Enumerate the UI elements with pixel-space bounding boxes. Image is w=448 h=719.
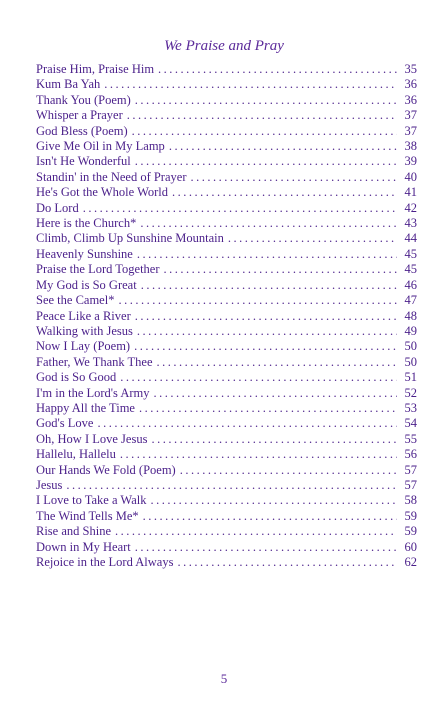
toc-entry-title: God is So Good [36, 370, 117, 385]
toc-entry-page: 45 [404, 246, 417, 261]
toc-entry-title: My God is So Great [36, 277, 137, 292]
toc-entry-page: 40 [404, 169, 417, 184]
toc-entry-title: Our Hands We Fold (Poem) [36, 462, 176, 477]
toc-entry-title: Father, We Thank Thee [36, 354, 153, 369]
toc-entry [36, 77, 417, 92]
toc-entry-page: 48 [404, 308, 417, 323]
table-of-contents [36, 62, 417, 570]
dot-leader [127, 108, 397, 123]
toc-entry [36, 355, 417, 370]
toc-entry-page: 59 [404, 524, 417, 539]
dot-leader [135, 309, 397, 324]
toc-entry [36, 416, 417, 431]
dot-leader [137, 247, 397, 262]
toc-entry-page: 58 [404, 493, 417, 508]
toc-entry-title: Thank You (Poem) [36, 92, 131, 107]
toc-entry [36, 62, 417, 77]
toc-entry-page: 44 [404, 231, 417, 246]
toc-entry-page: 50 [404, 354, 417, 369]
toc-entry [36, 478, 417, 493]
toc-entry-page: 57 [404, 477, 417, 492]
toc-entry [36, 170, 417, 185]
dot-leader [132, 124, 397, 139]
toc-entry [36, 201, 417, 216]
toc-entry [36, 555, 417, 570]
toc-entry [36, 93, 417, 108]
dot-leader [120, 447, 397, 462]
toc-entry [36, 231, 417, 246]
toc-entry-page: 42 [404, 200, 417, 215]
toc-entry-title: Do Lord [36, 200, 79, 215]
dot-leader [118, 293, 397, 308]
toc-entry-page: 47 [404, 293, 417, 308]
toc-entry-page: 39 [404, 154, 417, 169]
toc-entry-title: Climb, Climb Up Sunshine Mountain [36, 231, 224, 246]
toc-entry-title: Peace Like a River [36, 308, 131, 323]
dot-leader [83, 201, 397, 216]
toc-entry [36, 401, 417, 416]
toc-entry-page: 56 [404, 447, 417, 462]
toc-entry-page: 51 [404, 370, 417, 385]
toc-entry [36, 339, 417, 354]
dot-leader [157, 355, 397, 370]
toc-entry [36, 247, 417, 262]
toc-entry [36, 216, 417, 231]
toc-entry-page: 41 [404, 185, 417, 200]
toc-entry-title: Oh, How I Love Jesus [36, 431, 148, 446]
toc-entry-title: Happy All the Time [36, 400, 135, 415]
toc-entry-page: 54 [404, 416, 417, 431]
toc-entry-title: Down in My Heart [36, 539, 131, 554]
page-number: 5 [220, 671, 228, 686]
dot-leader [190, 170, 397, 185]
toc-entry-title: God's Love [36, 416, 94, 431]
toc-entry-page: 45 [404, 262, 417, 277]
toc-entry [36, 463, 417, 478]
dot-leader [172, 185, 397, 200]
toc-entry [36, 370, 417, 385]
toc-entry-page: 57 [404, 462, 417, 477]
dot-leader [104, 77, 397, 92]
toc-entry [36, 386, 417, 401]
toc-entry-title: I'm in the Lord's Army [36, 385, 150, 400]
toc-entry-title: He's Got the Whole World [36, 185, 169, 200]
toc-entry [36, 447, 417, 462]
toc-entry [36, 324, 417, 339]
toc-entry-title: Whisper a Prayer [36, 108, 123, 123]
toc-entry-page: 53 [404, 400, 417, 415]
toc-entry-title: Walking with Jesus [36, 323, 133, 338]
toc-entry-title: Hallelu, Hallelu [36, 447, 116, 462]
toc-entry-title: God Bless (Poem) [36, 123, 128, 138]
toc-entry-page: 43 [404, 216, 417, 231]
dot-leader [140, 216, 397, 231]
dot-leader [154, 386, 397, 401]
dot-leader [115, 524, 397, 539]
toc-entry-page: 60 [404, 539, 417, 554]
toc-entry [36, 293, 417, 308]
toc-entry [36, 154, 417, 169]
toc-entry [36, 540, 417, 555]
toc-entry-title: Now I Lay (Poem) [36, 339, 131, 354]
dot-leader [66, 478, 397, 493]
dot-leader [164, 262, 397, 277]
toc-entry-page: 38 [404, 139, 417, 154]
dot-leader [97, 416, 397, 431]
toc-entry [36, 124, 417, 139]
toc-entry [36, 432, 417, 447]
dot-leader [228, 231, 397, 246]
toc-entry-title: See the Camel* [36, 293, 115, 308]
toc-entry-title: Give Me Oil in My Lamp [36, 139, 165, 154]
toc-entry-title: Heavenly Sunshine [36, 246, 133, 261]
dot-leader [180, 463, 397, 478]
dot-leader [135, 154, 397, 169]
dot-leader [137, 324, 397, 339]
dot-leader [135, 93, 397, 108]
toc-entry-title: Rise and Shine [36, 524, 111, 539]
dot-leader [158, 62, 397, 77]
toc-entry-page: 37 [404, 108, 417, 123]
toc-entry [36, 509, 417, 524]
dot-leader [139, 401, 397, 416]
toc-entry-title: Standin' in the Need of Prayer [36, 169, 187, 184]
toc-entry-page: 35 [404, 62, 417, 76]
section-heading: We Praise and Pray [164, 38, 284, 54]
dot-leader [134, 339, 397, 354]
toc-entry-title: Isn't He Wonderful [36, 154, 131, 169]
toc-entry-title: Praise Him, Praise Him [36, 62, 155, 76]
toc-entry-page: 59 [404, 508, 417, 523]
dot-leader [135, 540, 397, 555]
toc-entry-page: 62 [404, 555, 417, 569]
toc-entry-page: 36 [404, 77, 417, 92]
toc-entry-title: Praise the Lord Together [36, 262, 160, 277]
dot-leader [177, 555, 397, 570]
toc-entry-title: The Wind Tells Me* [36, 508, 139, 523]
dot-leader [120, 370, 397, 385]
toc-entry [36, 493, 417, 508]
toc-entry-page: 49 [404, 323, 417, 338]
dot-leader [141, 278, 397, 293]
toc-entry-page: 50 [404, 339, 417, 354]
toc-entry-page: 37 [404, 123, 417, 138]
toc-entry [36, 262, 417, 277]
dot-leader [143, 509, 397, 524]
dot-leader [169, 139, 397, 154]
toc-entry-page: 52 [404, 385, 417, 400]
toc-entry-title: Rejoice in the Lord Always [36, 555, 174, 569]
toc-entry [36, 139, 417, 154]
toc-entry [36, 309, 417, 324]
toc-entry-page: 46 [404, 277, 417, 292]
toc-entry-title: Kum Ba Yah [36, 77, 101, 92]
toc-entry-title: I Love to Take a Walk [36, 493, 147, 508]
toc-entry-title: Here is the Church* [36, 216, 137, 231]
toc-entry-page: 36 [404, 92, 417, 107]
toc-entry [36, 278, 417, 293]
toc-entry-page: 55 [404, 431, 417, 446]
dot-leader [151, 432, 397, 447]
toc-entry [36, 108, 417, 123]
toc-entry-title: Jesus [36, 477, 63, 492]
toc-entry [36, 524, 417, 539]
dot-leader [150, 493, 397, 508]
toc-entry [36, 185, 417, 200]
